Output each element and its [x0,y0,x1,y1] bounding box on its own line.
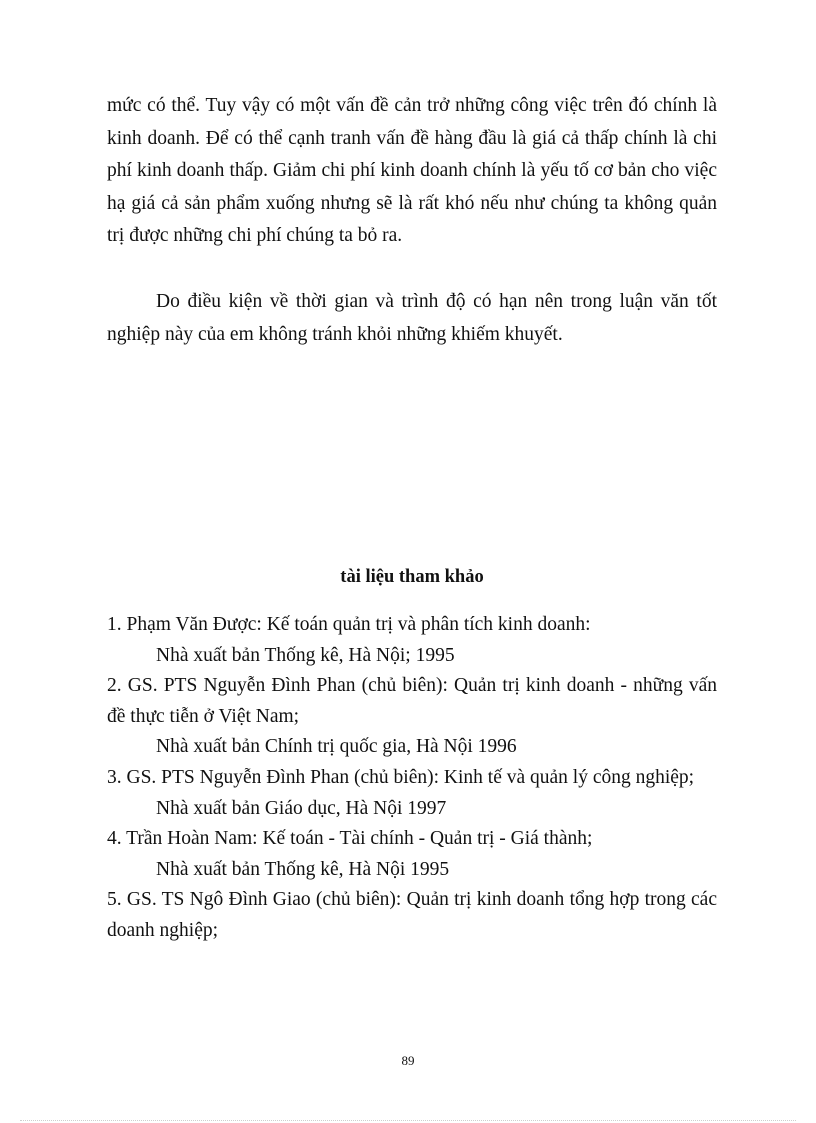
reference-publisher: Nhà xuất bản Thống kê, Hà Nội 1995 [156,858,450,880]
reference-item-4 [107,824,717,885]
reference-title: 2. GS. PTS Nguyễn Đình Phan (chủ biên): Quản trị kinh doanh - những vấn đề thực tiễn ở Việt Nam; [107,675,717,727]
reference-title: 3. GS. PTS Nguyễn Đình Phan (chủ biên): Kinh tế và quản lý công nghiệp; [107,766,695,788]
reference-title: 4. Trần Hoàn Nam: Kế toán - Tài chính - Quản trị - Giá thành; [107,828,593,850]
reference-publisher: Nhà xuất bản Giáo dục, Hà Nội 1997 [156,797,447,819]
conclusion-paragraph-2: Do điều kiện về thời gian và trình độ có hạn nên trong luận văn tốt nghiệp này của em không tránh khỏi những khiếm khuyết. [107,291,717,345]
page-number: 89 [401,1053,415,1068]
reference-item-3 [107,763,717,824]
references-list [107,610,717,947]
reference-title: 1. Phạm Văn Được: Kế toán quản trị và phân tích kinh doanh: [107,614,591,635]
references-heading: tài liệu tham khảo [340,567,484,587]
page-bottom-divider [20,1120,796,1121]
reference-item-5 [107,885,717,946]
reference-title: 5. GS. TS Ngô Đình Giao (chủ biên): Quản trị kinh doanh tổng hợp trong các doanh nghiệp; [107,889,717,941]
conclusion-paragraph-1: mức có thể. Tuy vậy có một vấn đề cản trở những công việc trên đó chính là kinh doanh. Để có thể cạnh tranh vấn đề hàng đầu là giá cả thấp chính là chi phí kinh doanh thấp. Giảm chi phí kinh doanh chính là yếu tố cơ bản cho việc hạ giá cả sản phẩm xuống nhưng sẽ là rất khó nếu như chúng ta không quản trị được những chi phí chúng ta bỏ ra. [107,95,717,247]
reference-item-2 [107,671,717,763]
reference-publisher: Nhà xuất bản Thống kê, Hà Nội; 1995 [156,644,455,666]
reference-publisher: Nhà xuất bản Chính trị quốc gia, Hà Nội 1996 [156,736,517,758]
reference-item-1 [107,610,717,671]
